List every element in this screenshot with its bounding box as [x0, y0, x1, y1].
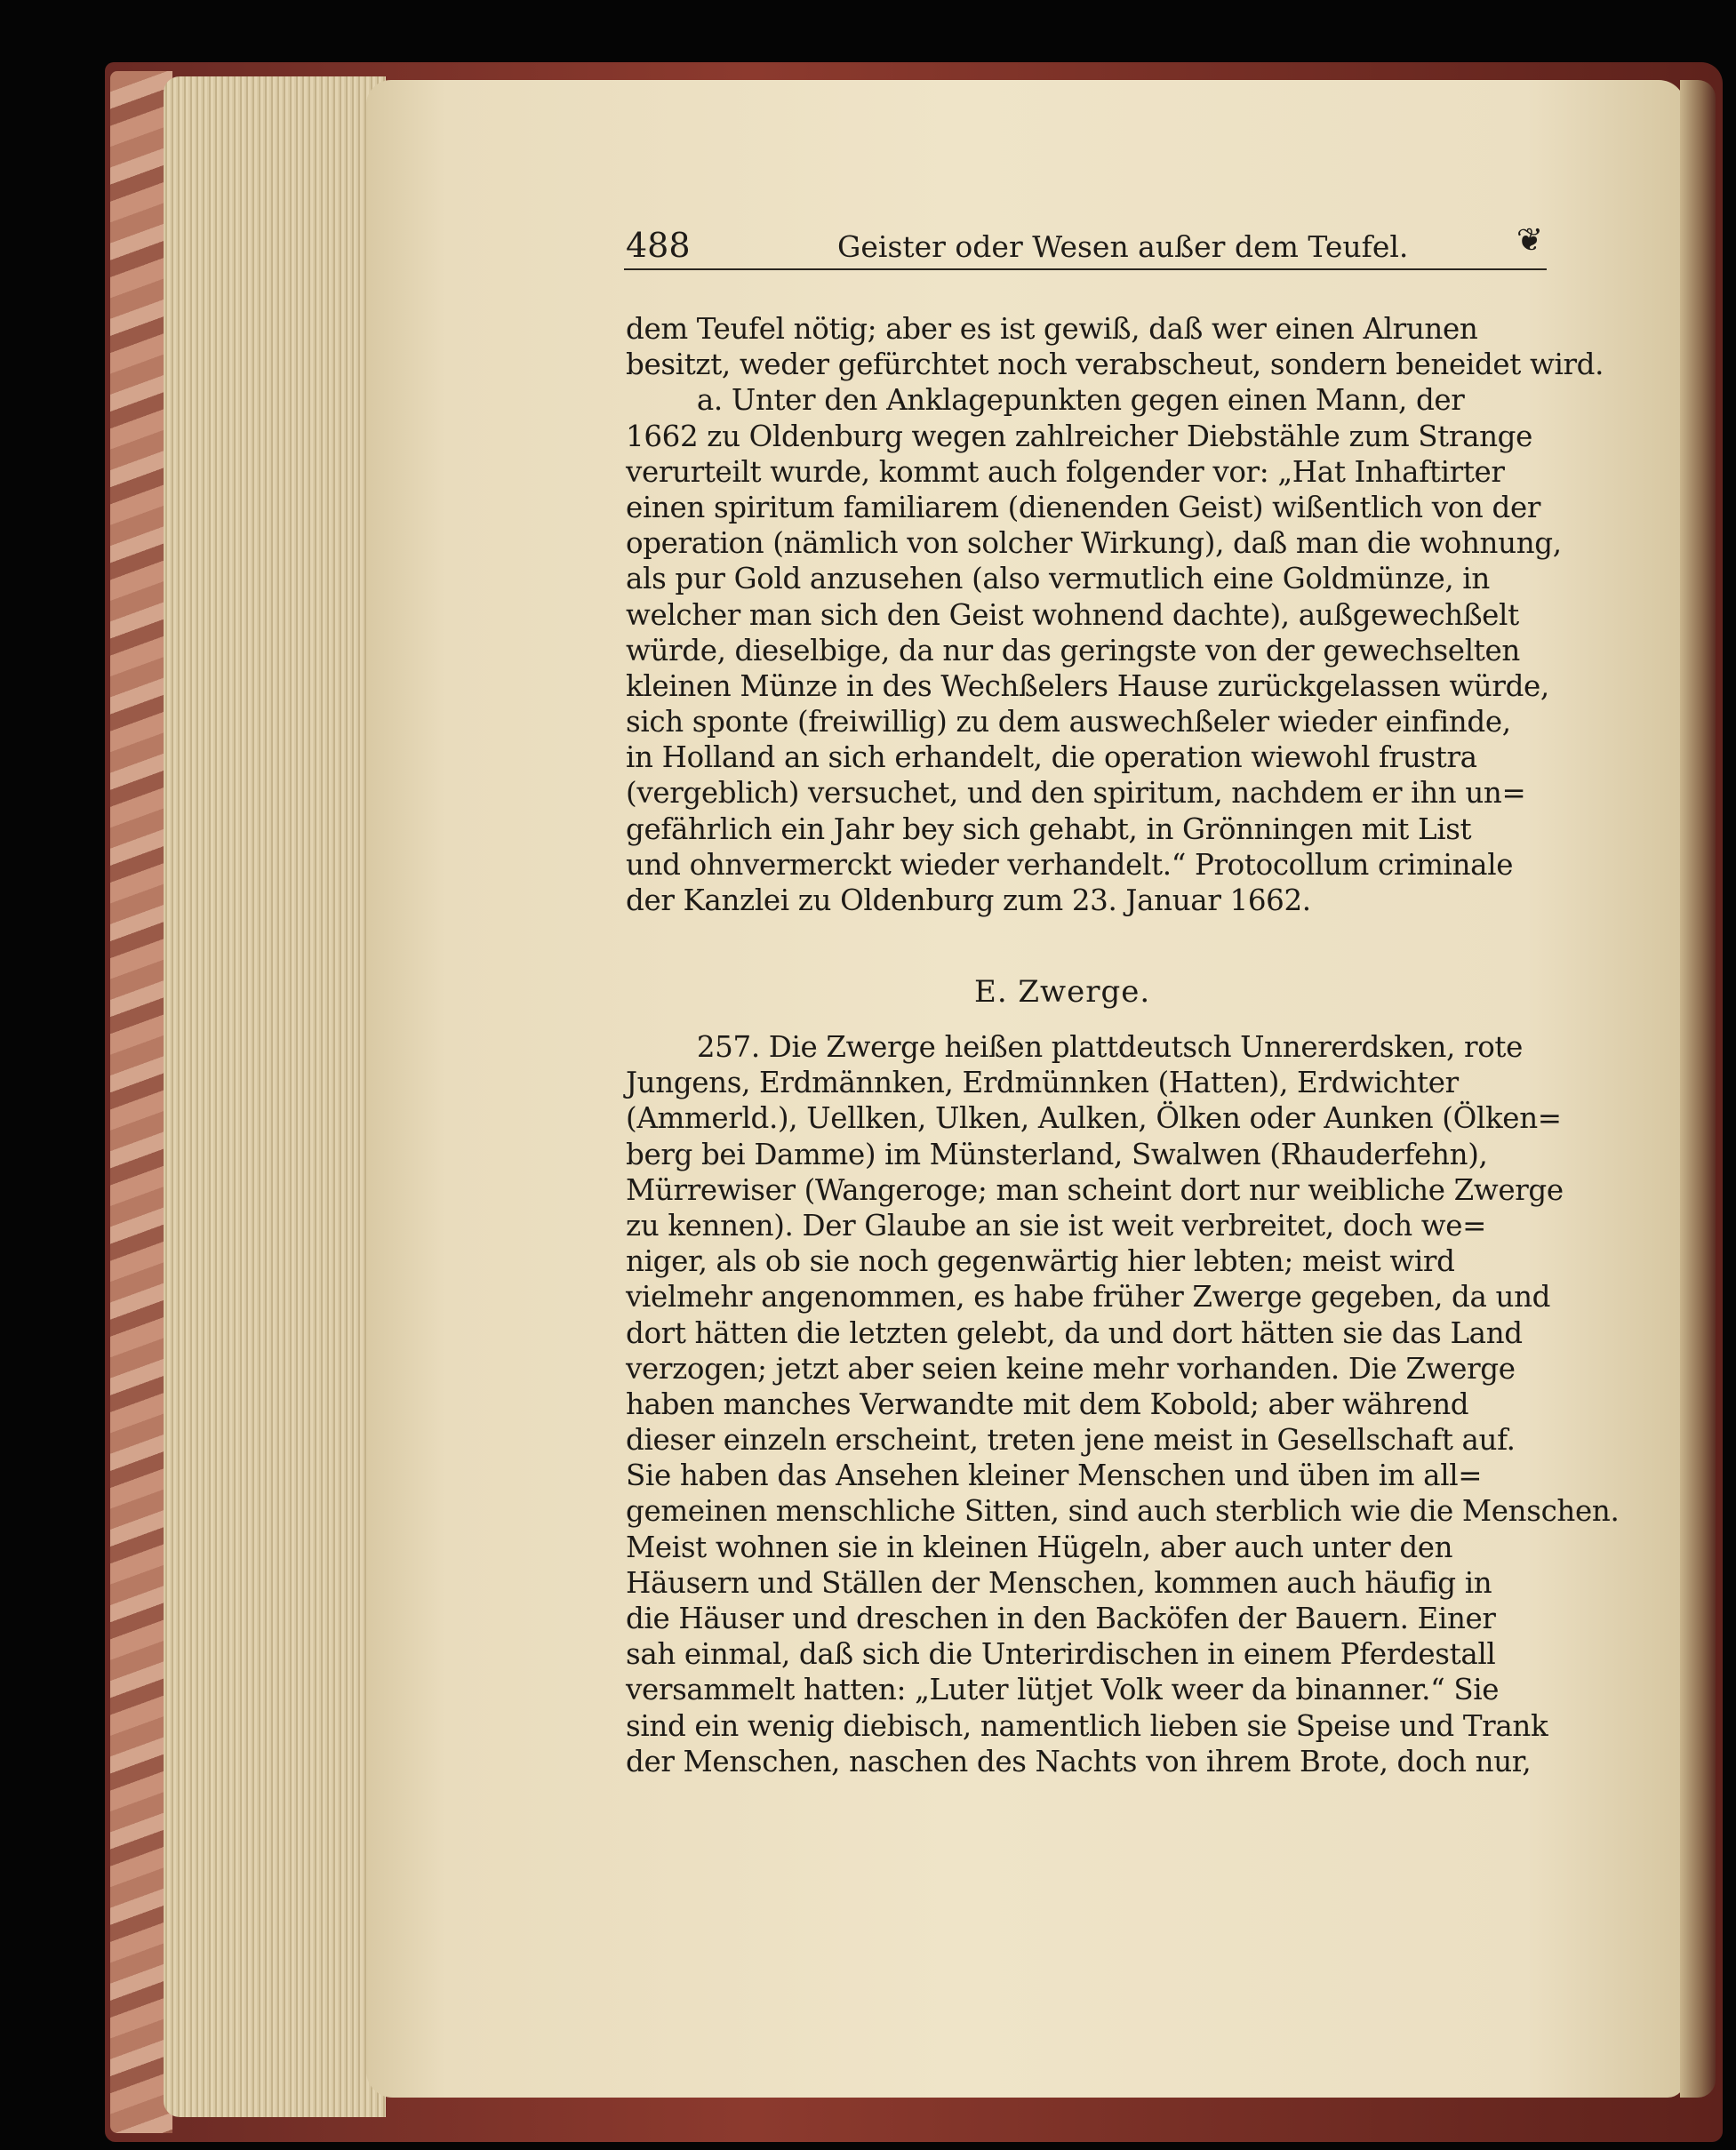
page-stack [164, 76, 386, 2117]
text-line: vielmehr angenommen, es habe früher Zwerge gegeben, da und [626, 1280, 1551, 1315]
text-line: a. Unter den Anklagepunkten gegen einen Mann, der [626, 383, 1465, 418]
text-line: sah einmal, daß sich die Unterirdischen in einem Pferdestall [626, 1637, 1496, 1672]
text-line: Jungens, Erdmännken, Erdmünnken (Hatten), Erdwichter [626, 1066, 1459, 1100]
text-line: dem Teufel nötig; aber es ist gewiß, daß wer einen Alrunen [626, 312, 1478, 346]
text-line: würde, dieselbige, da nur das geringste von der gewechselten [626, 633, 1520, 667]
text-line: Meist wohnen sie in kleinen Hügeln, aber auch unter den [626, 1530, 1453, 1564]
text-line: sind ein wenig diebisch, namentlich lieben sie Speise und Trank [626, 1708, 1548, 1743]
text-line: zu kennen). Der Glaube an sie ist weit verbreitet, doch we= [626, 1208, 1487, 1243]
text-line: verurteilt wurde, kommt auch folgender vor: „Hat Inhaftirter [626, 454, 1505, 489]
text-line: dort hätten die letzten gelebt, da und dort hätten sie das Land [626, 1315, 1523, 1350]
text-line: niger, als ob sie noch gegenwärtig hier lebten; meist wird [626, 1244, 1455, 1279]
text-line: verzogen; jetzt aber seien keine mehr vorhanden. Die Zwerge [626, 1351, 1516, 1386]
paragraph-1 [626, 311, 1604, 918]
text-line: besitzt, weder gefürchtet noch verabscheut, sondern beneidet wird. [626, 348, 1604, 382]
text-line: als pur Gold anzusehen (also vermutlich eine Goldmünze, in [626, 562, 1490, 596]
text-line: Sie haben das Ansehen kleiner Menschen und üben im all= [626, 1459, 1483, 1493]
text-line: 1662 zu Oldenburg wegen zahlreicher Diebstähle zum Strange [626, 419, 1533, 453]
text-line: berg bei Damme) im Münsterland, Swalwen (Rhauderfehn), [626, 1137, 1488, 1171]
text-line: einen spiritum familiarem (dienenden Geist) wißentlich von der [626, 490, 1541, 524]
text-line: haben manches Verwandte mit dem Kobold; aber während [626, 1387, 1469, 1421]
ornament-icon: ❦ [1516, 222, 1543, 259]
text-line: der Kanzlei zu Oldenburg zum 23. Januar 1662. [626, 883, 1311, 917]
paragraph-2 [626, 1029, 1620, 1779]
text-line: der Menschen, naschen des Nachts von ihrem Brote, doch nur, [626, 1744, 1532, 1778]
text-line: Häusern und Ställen der Menschen, kommen auch häufig in [626, 1565, 1492, 1600]
text-line: versammelt hatten: „Luter lütjet Volk weer da binanner.“ Sie [626, 1673, 1500, 1707]
text-line: in Holland an sich erhandelt, die operation wiewohl frustra [626, 740, 1477, 775]
text-line: gefährlich ein Jahr bey sich gehabt, in Grönningen mit List [626, 811, 1472, 846]
section-heading: E. Zwerge. [974, 974, 1151, 1010]
page-number: 488 [626, 226, 691, 265]
right-cover-edge [1680, 80, 1716, 2098]
text-line: dieser einzeln erscheint, treten jene meist in Gesellschaft auf. [626, 1423, 1516, 1458]
page-header [624, 219, 1547, 270]
text-line: sich sponte (freiwillig) zu dem auswechßeler wieder einfinde, [626, 705, 1511, 739]
text-line: die Häuser und dreschen in den Backöfen der Bauern. Einer [626, 1602, 1496, 1635]
text-line: (vergeblich) versuchet, und den spiritum, nachdem er ihn un= [626, 776, 1526, 811]
text-line: und ohnvermerckt wieder verhandelt.“ Protocollum criminale [626, 847, 1514, 882]
text-line: kleinen Münze in des Wechßelers Hause zurückgelassen würde, [626, 668, 1549, 703]
text-line: (Ammerld.), Uellken, Ulken, Aulken, Ölken oder Aunken (Ölken= [626, 1101, 1562, 1136]
running-title: Geister oder Wesen außer dem Teufel. [837, 229, 1409, 264]
text-line: operation (nämlich von solcher Wirkung), daß man die wohnung, [626, 526, 1562, 561]
text-line: gemeinen menschliche Sitten, sind auch sterblich wie die Menschen. [626, 1494, 1620, 1529]
text-line: Mürrewiser (Wangeroge; man scheint dort nur weibliche Zwerge [626, 1172, 1564, 1207]
text-line: welcher man sich den Geist wohnend dachte), außgewechßelt [626, 597, 1519, 632]
text-line: 257. Die Zwerge heißen plattdeutsch Unnererdsken, rote [626, 1030, 1524, 1064]
